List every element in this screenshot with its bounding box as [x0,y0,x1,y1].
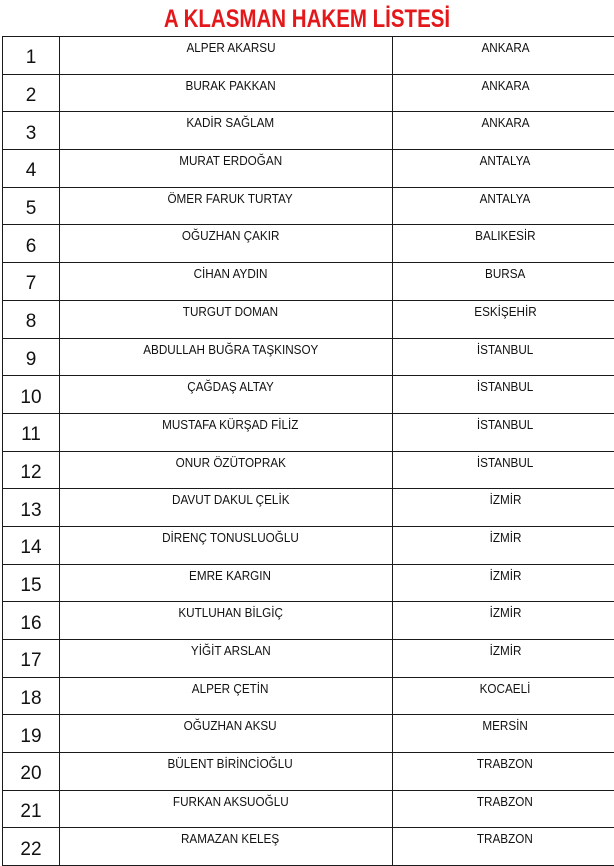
list-title: A KLASMAN HAKEM LİSTESİ [55,2,558,36]
referee-city-cell [393,715,614,753]
referee-name: ÖMER FARUK TURTAY [159,191,293,206]
referee-name: MURAT ERDOĞAN [170,153,282,168]
row-number: 11 [3,413,60,451]
referee-city: İSTANBUL [474,342,534,357]
row-number: 15 [3,564,60,602]
referee-name-cell [60,564,393,602]
referee-city: İZMİR [486,492,521,507]
row-number: 21 [3,790,60,828]
table-row [3,376,614,414]
referee-city-cell [393,677,614,715]
referee-city: İZMİR [486,605,521,620]
referee-city: KOCAELİ [476,681,530,696]
referee-name-cell [60,753,393,791]
row-number: 9 [3,338,60,376]
referee-city: İSTANBUL [474,379,534,394]
referee-name-cell [60,715,393,753]
referee-name: FURKAN AKSUOĞLU [164,794,289,809]
table-row [3,300,614,338]
row-number: 2 [3,74,60,112]
table-row [3,602,614,640]
referee-city: ANTALYA [476,191,530,206]
referee-city: ESKİŞEHİR [470,304,536,319]
table-row [3,263,614,301]
referee-name: KUTLUHAN BİLGİÇ [169,605,283,620]
table-row [3,489,614,527]
row-number: 12 [3,451,60,489]
referee-city-cell [393,150,614,188]
row-number: 6 [3,225,60,263]
referee-name: ÇAĞDAŞ ALTAY [178,379,273,394]
referee-name: ABDULLAH BUĞRA TAŞKINSOY [134,342,318,357]
referee-city: ANKARA [478,40,530,55]
referee-name: DAVUT DAKUL ÇELİK [163,492,289,507]
referee-name-cell [60,451,393,489]
referee-name-cell [60,489,393,527]
referee-name: KADİR SAĞLAM [178,115,275,130]
referee-city-cell [393,828,614,866]
referee-city: TRABZON [474,756,534,771]
referee-name-cell [60,300,393,338]
referee-name: OĞUZHAN AKSU [175,718,277,733]
referee-city: TRABZON [474,831,534,846]
row-number: 19 [3,715,60,753]
referee-name: MUSTAFA KÜRŞAD FİLİZ [153,417,298,432]
referee-city: İZMİR [486,568,521,583]
table-row [3,150,614,188]
referee-name-cell [60,187,393,225]
referee-name-cell [60,37,393,75]
referee-name-cell [60,602,393,640]
referee-name-cell [60,790,393,828]
referee-city-cell [393,338,614,376]
referee-name: YİĞİT ARSLAN [182,643,271,658]
table-row [3,828,614,866]
referee-city-cell [393,37,614,75]
referee-city-cell [393,640,614,678]
referee-name: TURGUT DOMAN [174,304,278,319]
referee-name: ALPER AKARSU [177,40,275,55]
referee-name-cell [60,677,393,715]
referee-city: ANKARA [478,115,530,130]
table-row [3,338,614,376]
row-number: 14 [3,526,60,564]
table-row [3,677,614,715]
table-row [3,187,614,225]
table-row [3,74,614,112]
table-row [3,451,614,489]
row-number: 20 [3,753,60,791]
referee-name: BURAK PAKKAN [176,78,275,93]
referee-name-cell [60,150,393,188]
referee-city: İZMİR [486,643,521,658]
referee-city-cell [393,451,614,489]
referee-name-cell [60,338,393,376]
referee-name: OĞUZHAN ÇAKIR [173,228,280,243]
referee-name-cell [60,263,393,301]
referee-name: CİHAN AYDIN [185,266,268,281]
referee-name-cell [60,112,393,150]
referee-city: MERSİN [479,718,528,733]
row-number: 5 [3,187,60,225]
row-number: 16 [3,602,60,640]
referee-table-body [3,37,614,866]
row-number: 4 [3,150,60,188]
table-row [3,753,614,791]
row-number: 1 [3,37,60,75]
referee-name: DİRENÇ TONUSLUOĞLU [153,530,299,545]
table-row [3,790,614,828]
referee-name-cell [60,413,393,451]
referee-city: TRABZON [474,794,534,809]
referee-city: İSTANBUL [474,455,534,470]
referee-name-cell [60,225,393,263]
referee-city: ANTALYA [476,153,530,168]
referee-table [2,36,614,866]
referee-name: ONUR ÖZÜTOPRAK [166,455,285,470]
table-row [3,112,614,150]
referee-city-cell [393,526,614,564]
referee-city-cell [393,74,614,112]
row-number: 18 [3,677,60,715]
referee-name-cell [60,526,393,564]
referee-city: BALIKESİR [471,228,535,243]
row-number: 8 [3,300,60,338]
row-number: 10 [3,376,60,414]
table-row [3,526,614,564]
referee-city: İZMİR [486,530,521,545]
table-row [3,564,614,602]
row-number: 17 [3,640,60,678]
referee-name: ALPER ÇETİN [183,681,269,696]
referee-city-cell [393,112,614,150]
referee-city-cell [393,413,614,451]
referee-city-cell [393,225,614,263]
referee-name-cell [60,74,393,112]
referee-city-cell [393,602,614,640]
table-row [3,413,614,451]
referee-city-cell [393,187,614,225]
row-number: 7 [3,263,60,301]
referee-city-cell [393,376,614,414]
referee-city-cell [393,564,614,602]
referee-city-cell [393,790,614,828]
table-row [3,715,614,753]
referee-city: BURSA [482,266,526,281]
referee-name: EMRE KARGIN [181,568,272,583]
referee-city-cell [393,489,614,527]
referee-city-cell [393,753,614,791]
referee-name-cell [60,640,393,678]
referee-name: RAMAZAN KELEŞ [172,831,279,846]
referee-name-cell [60,828,393,866]
referee-city-cell [393,300,614,338]
referee-city: İSTANBUL [474,417,534,432]
referee-name: BÜLENT BİRİNCİOĞLU [159,756,293,771]
row-number: 3 [3,112,60,150]
row-number: 13 [3,489,60,527]
referee-name-cell [60,376,393,414]
table-row [3,640,614,678]
referee-city: ANKARA [478,78,530,93]
row-number: 22 [3,828,60,866]
table-row [3,225,614,263]
table-row [3,37,614,75]
referee-city-cell [393,263,614,301]
